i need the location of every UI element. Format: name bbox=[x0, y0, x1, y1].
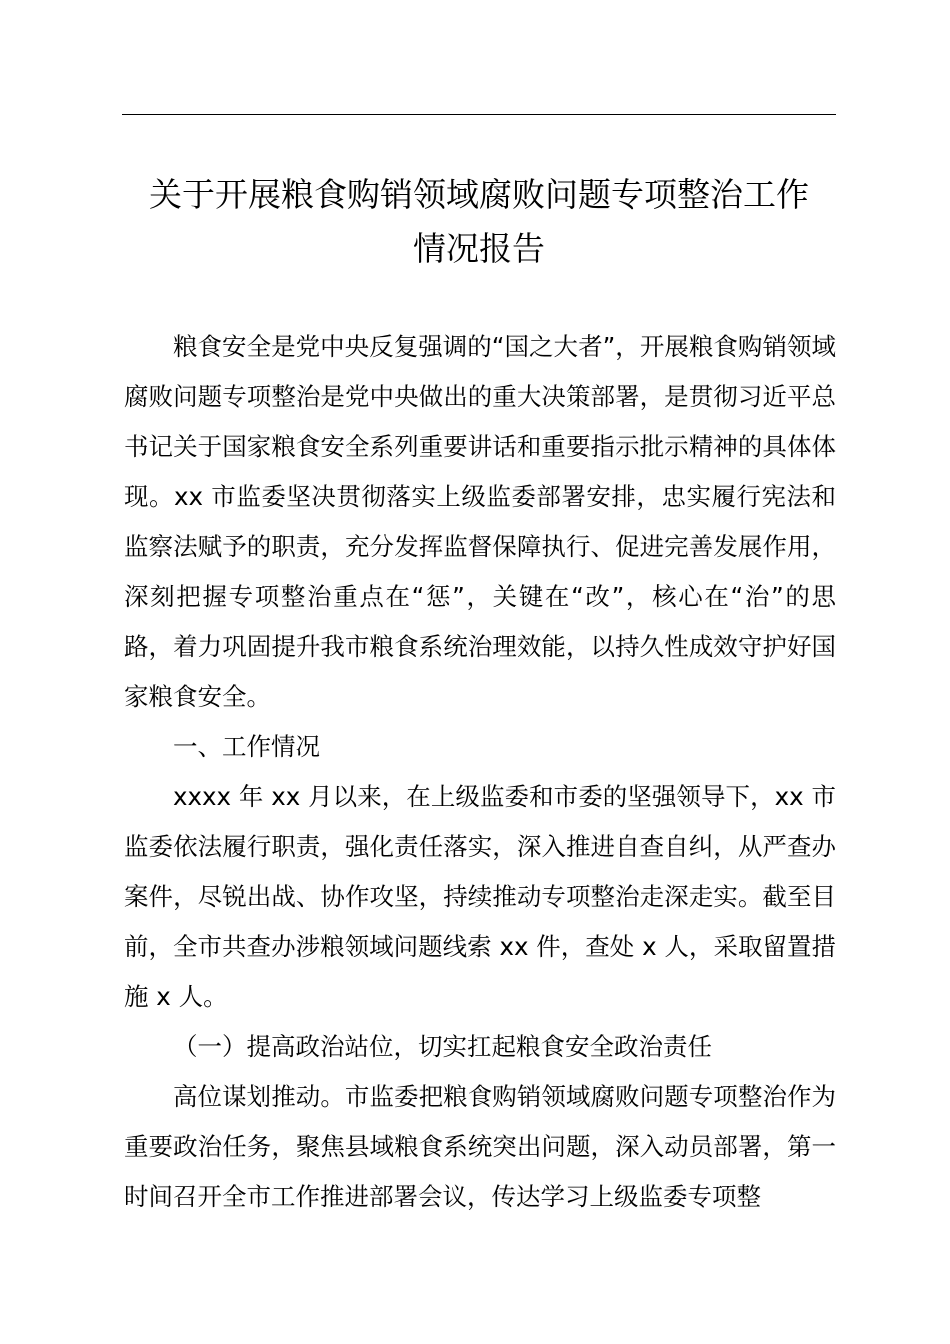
title-line-1: 关于开展粮食购销领域腐败问题专项整治工作 bbox=[149, 175, 809, 214]
section-paragraph-work-status: xxxx 年 xx 月以来，在上级监委和市委的坚强领导下，xx 市监委依法履行职责，强化责任落实，深入推进自查自纠，从严查办案件，尽锐出战、协作攻坚，持续推动专项整治走深走实。截至目前，全市共查办涉粮领域问题线索 xx 件，查处 x 人，采取留置措施 x 人。 bbox=[124, 782, 836, 1011]
header-rule bbox=[122, 114, 836, 115]
title-line-2: 情况报告 bbox=[413, 229, 545, 268]
subsection-heading-political-stance: （一）提高政治站位，切实扛起粮食安全政治责任 bbox=[173, 1032, 712, 1061]
section-heading-work-status: 一、工作情况 bbox=[173, 732, 320, 761]
document-body bbox=[124, 322, 836, 1222]
subsection-paragraph-planning: 高位谋划推动。市监委把粮食购销领域腐败问题专项整治作为重要政治任务，聚焦县域粮食系统突出问题，深入动员部署，第一时间召开全市工作推进部署会议，传达学习上级监委专项整 bbox=[124, 1082, 836, 1211]
intro-paragraph: 粮食安全是党中央反复强调的“国之大者”，开展粮食购销领域腐败问题专项整治是党中央做出的重大决策部署，是贯彻习近平总书记关于国家粮食安全系列重要讲话和重要指示批示精神的具体体现。xx 市监委坚决贯彻落实上级监委部署安排，忠实履行宪法和监察法赋予的职责，充分发挥监督保障执行、促进完善发展作用，深刻把握专项整治重点在“惩”，关键在“改”，核心在“治”的思路，着力巩固提升我市粮食系统治理效能，以持久性成效守护好国家粮食安全。 bbox=[124, 332, 836, 711]
document-title bbox=[100, 168, 858, 276]
